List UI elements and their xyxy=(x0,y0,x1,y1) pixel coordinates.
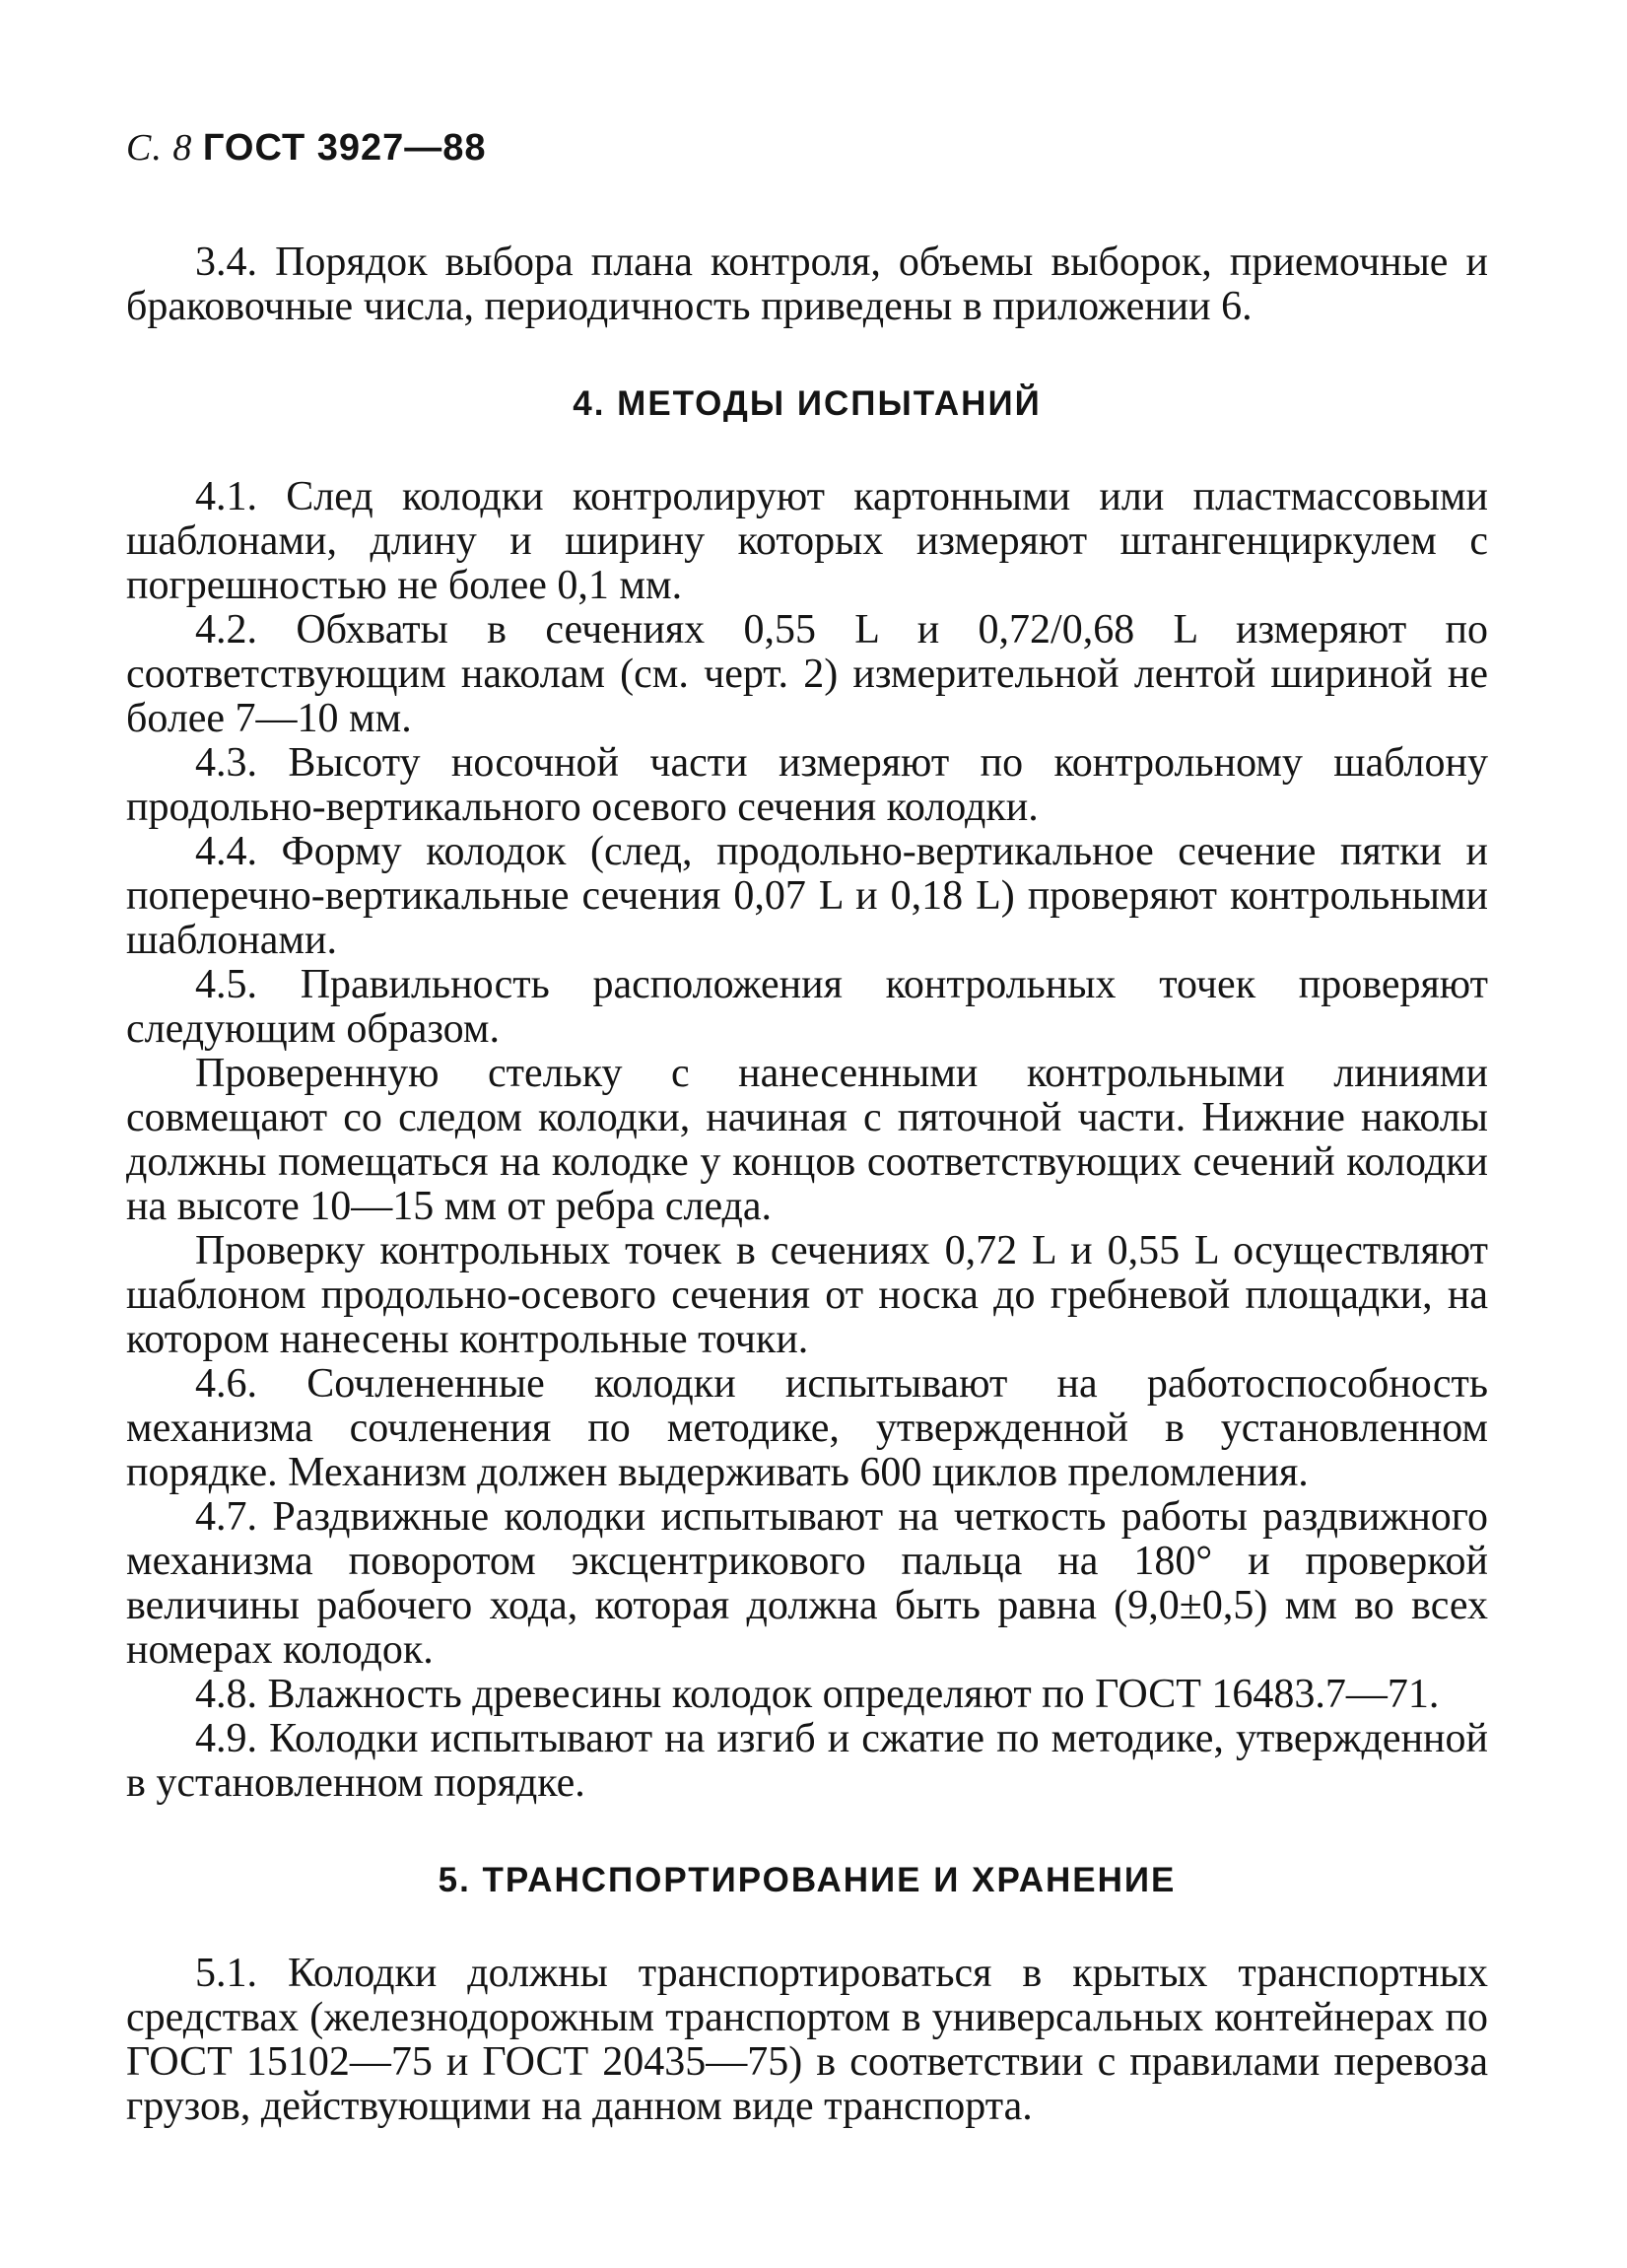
paragraph-4-1: 4.1. След колодки контролируют картонными или пластмассовыми шаблонами, длину и ширину которых измеряют штангенциркулем с погрешностью не более 0,1 мм. xyxy=(126,474,1488,608)
paragraph-4-3: 4.3. Высоту носочной части измеряют по контрольному шаблону продольно-вертикального осевого сечения колодки. xyxy=(126,740,1488,830)
paragraph-4-9: 4.9. Колодки испытывают на изгиб и сжатие по методике, утвержденной в установленном порядке. xyxy=(126,1716,1488,1806)
paragraph-3-4: 3.4. Порядок выбора плана контроля, объемы выборок, приемочные и браковочные числа, периодичность приведены в приложении 6. xyxy=(126,240,1488,329)
paragraph-4-7: 4.7. Раздвижные колодки испытывают на четкость работы раздвижного механизма поворотом эксцентрикового пальца на 180° и проверкой величины рабочего хода, которая должна быть равна (9,0±0,5) мм во всех номерах колодок. xyxy=(126,1494,1488,1673)
paragraph-4-2: 4.2. Обхваты в сечениях 0,55 L и 0,72/0,68 L измеряют по соответствующим наколам (см. черт. 2) измерительной лентой шириной не более 7—10 мм. xyxy=(126,607,1488,741)
document-page xyxy=(126,126,1488,2129)
paragraph-4-5-a: Проверенную стельку с нанесенными контрольными линиями совмещают со следом колодки, начиная с пяточной части. Нижние наколы должны помещаться на колодке у концов соответствующих сечений колодки на высоте 10—15 мм от ребра следа. xyxy=(126,1051,1488,1229)
paragraph-5-1: 5.1. Колодки должны транспортироваться в крытых транспортных средствах (железнодорожным транспортом в универсальных контейнерах по ГОСТ 15102—75 и ГОСТ 20435—75) в соответствии с правилами перевоза грузов, действующими на данном виде транспорта. xyxy=(126,1951,1488,2129)
section-5-title: 5. ТРАНСПОРТИРОВАНИЕ И ХРАНЕНИЕ xyxy=(438,1861,1177,1899)
paragraph-4-5: 4.5. Правильность расположения контрольных точек проверяют следующим образом. xyxy=(126,962,1488,1052)
paragraph-4-4: 4.4. Форму колодок (след, продольно-вертикальное сечение пятки и поперечно-вертикальные сечения 0,07 L и 0,18 L) проверяют контрольными шаблонами. xyxy=(126,829,1488,963)
page-header xyxy=(126,126,1488,170)
paragraph-4-6: 4.6. Сочлененные колодки испытывают на работоспособность механизма сочленения по методике, утвержденной в установленном порядке. Механизм должен выдерживать 600 циклов преломления. xyxy=(126,1361,1488,1495)
page-number: С. 8 xyxy=(126,127,193,169)
section-4-title: 4. МЕТОДЫ ИСПЫТАНИЙ xyxy=(573,384,1042,423)
paragraph-4-5-b: Проверку контрольных точек в сечениях 0,72 L и 0,55 L осуществляют шаблоном продольно-осевого сечения от носка до гребневой площадки, на котором нанесены контрольные точки. xyxy=(126,1228,1488,1362)
paragraph-4-8: 4.8. Влажность древесины колодок определяют по ГОСТ 16483.7—71. xyxy=(195,1672,1440,1717)
standard-number: ГОСТ 3927—88 xyxy=(202,127,487,169)
